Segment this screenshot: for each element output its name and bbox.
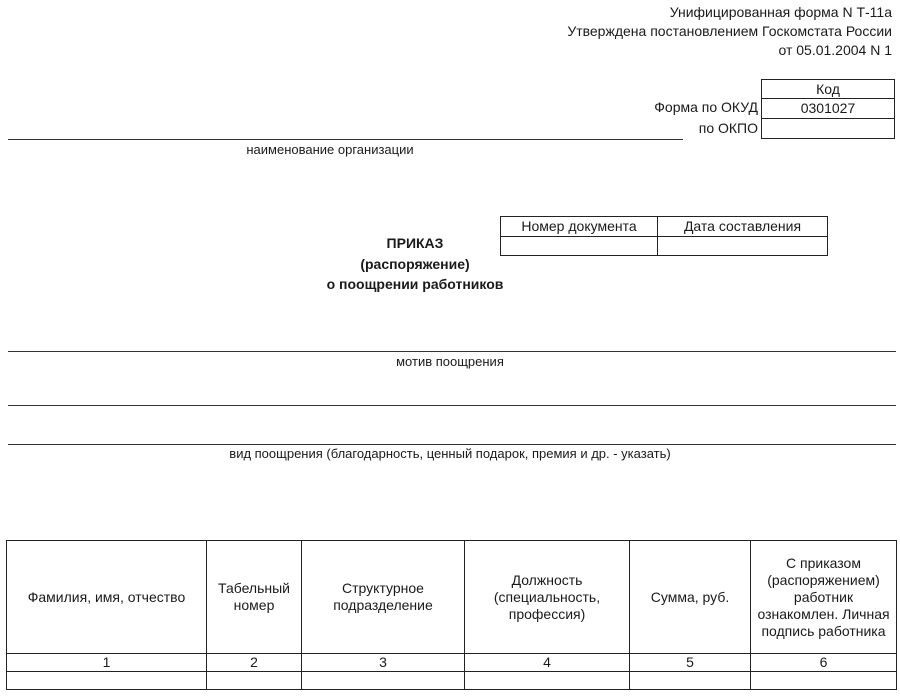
column-header: Табельный номер xyxy=(207,541,302,654)
column-header: Сумма, руб. xyxy=(630,541,751,654)
approval-date: от 05.01.2004 N 1 xyxy=(778,42,892,58)
reward-type-line[interactable] xyxy=(8,444,896,445)
column-header: Структурное подразделение xyxy=(302,541,465,654)
column-number: 6 xyxy=(751,654,897,672)
motive-line[interactable] xyxy=(8,351,896,352)
column-header: Фамилия, имя, отчество xyxy=(7,541,207,654)
table-row[interactable] xyxy=(7,672,897,690)
column-header: С приказом (распоряжением) работник ознакомлен. Личная подпись работника xyxy=(751,541,897,654)
motive-caption: мотив поощрения xyxy=(396,354,504,369)
form-name: Унифицированная форма N Т-11а xyxy=(669,4,892,20)
column-header: Должность (специальность, профессия) xyxy=(465,541,630,654)
doc-date-value[interactable] xyxy=(657,236,828,256)
column-number: 4 xyxy=(465,654,630,672)
okud-value[interactable]: 0301027 xyxy=(761,98,895,119)
order-subtitle: (распоряжение) xyxy=(360,256,470,272)
motive-line-2[interactable] xyxy=(8,405,896,406)
form-header xyxy=(567,3,892,60)
column-number: 2 xyxy=(207,654,302,672)
okud-label: Форма по ОКУД xyxy=(654,99,758,115)
column-number: 5 xyxy=(630,654,751,672)
employees-table xyxy=(6,540,897,690)
okpo-label: по ОКПО xyxy=(698,120,758,136)
column-number-row xyxy=(7,654,897,672)
reward-type-caption: вид поощрения (благодарность, ценный подарок, премия и др. - указать) xyxy=(229,446,671,461)
order-title: ПРИКАЗ xyxy=(386,235,444,251)
code-header: Код xyxy=(761,79,895,99)
column-number: 1 xyxy=(7,654,207,672)
table-header-row xyxy=(7,541,897,654)
column-number: 3 xyxy=(302,654,465,672)
organization-caption: наименование организации xyxy=(246,142,414,157)
organization-line[interactable] xyxy=(8,139,683,140)
order-subject: о поощрении работников xyxy=(326,276,504,292)
okpo-value[interactable] xyxy=(761,118,895,139)
doc-date-header: Дата составления xyxy=(657,216,828,237)
approval-text: Утверждена постановлением Госкомстата России xyxy=(567,23,892,39)
doc-number-header: Номер документа xyxy=(500,216,658,237)
